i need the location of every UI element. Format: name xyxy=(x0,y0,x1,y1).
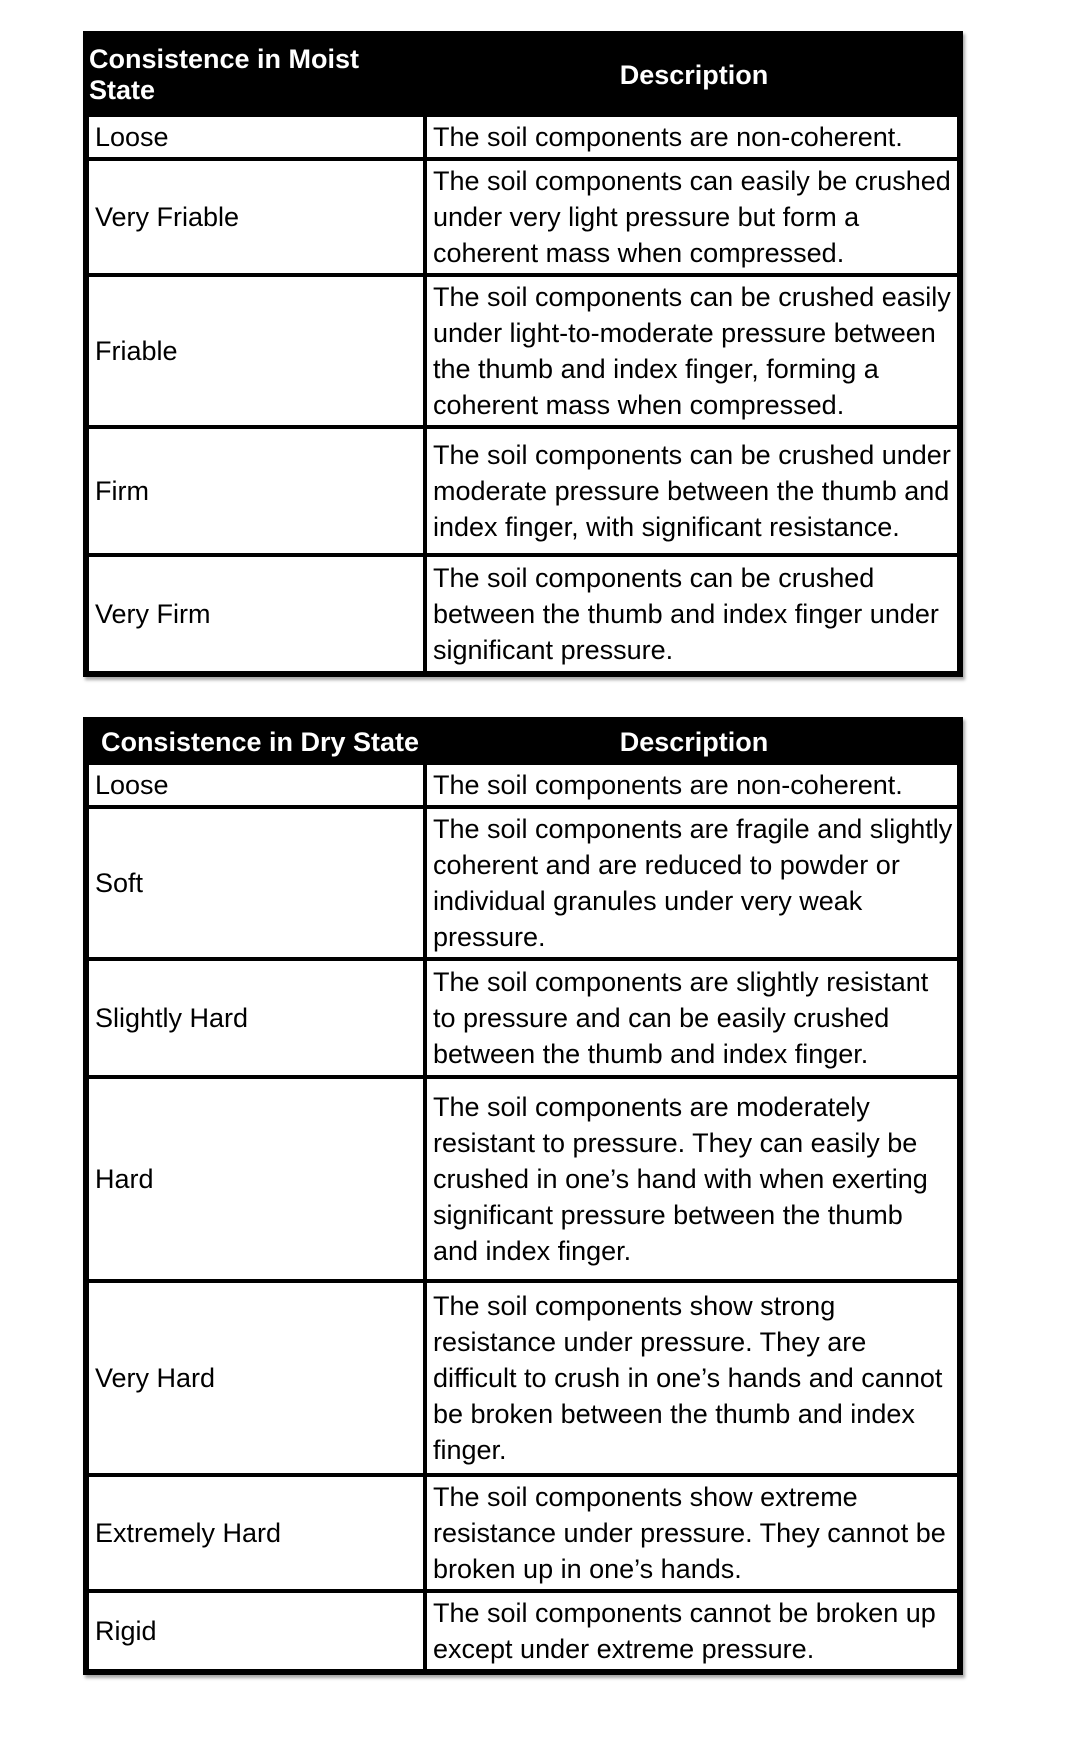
table-row xyxy=(89,1279,957,1473)
table-row xyxy=(89,1473,957,1589)
term-cell: Firm xyxy=(89,429,427,553)
term-column-header: Consistence in Moist State xyxy=(89,44,360,105)
term-cell: Hard xyxy=(89,1079,427,1279)
term-cell: Loose xyxy=(89,765,427,805)
term-cell: Slightly Hard xyxy=(89,961,427,1075)
description-cell: The soil components can be crushed between the thumb and index finger under significant pressure. xyxy=(433,563,939,665)
description-cell: The soil components cannot be broken up except under extreme pressure. xyxy=(433,1598,936,1664)
table-header-row xyxy=(89,723,957,761)
table-row xyxy=(89,1589,957,1669)
description-column-header: Description xyxy=(619,726,769,757)
table-body xyxy=(89,761,957,1669)
description-cell: The soil components are non-coherent. xyxy=(433,122,903,152)
description-cell: The soil components can easily be crushed under very light pressure but form a coherent mass when compressed. xyxy=(433,166,951,268)
term-cell: Loose xyxy=(89,117,427,157)
description-cell: The soil components are non-coherent. xyxy=(433,770,903,800)
table-row xyxy=(89,761,957,805)
description-cell: The soil components show strong resistance under pressure. They are difficult to crush in one’s hands and cannot be broken between the thumb and index finger. xyxy=(433,1291,943,1465)
term-column-header: Consistence in Dry State xyxy=(100,726,420,757)
table-row xyxy=(89,157,957,273)
table-body xyxy=(89,113,957,671)
table-row xyxy=(89,957,957,1075)
table-row xyxy=(89,425,957,553)
description-cell: The soil components are slightly resistant to pressure and can be easily crushed between the thumb and index finger. xyxy=(433,967,929,1069)
term-cell: Rigid xyxy=(89,1593,427,1669)
table-row xyxy=(89,1075,957,1279)
term-cell: Very Firm xyxy=(89,557,427,671)
table-row xyxy=(89,553,957,671)
table-header-row xyxy=(89,37,957,113)
term-cell: Friable xyxy=(89,277,427,425)
term-cell: Very Hard xyxy=(89,1283,427,1473)
term-cell: Extremely Hard xyxy=(89,1477,427,1589)
document-page xyxy=(0,31,1080,1675)
description-cell: The soil components can be crushed easily under light-to-moderate pressure between the thumb and index finger, forming a coherent mass when compressed. xyxy=(433,282,951,420)
description-cell: The soil components can be crushed under moderate pressure between the thumb and index finger, with significant resistance. xyxy=(433,440,951,542)
consistence-dry-state-table xyxy=(83,717,963,1675)
description-cell: The soil components are moderately resistant to pressure. They can easily be crushed in one’s hand with when exerting significant pressure between the thumb and index finger. xyxy=(433,1092,928,1266)
description-column-header: Description xyxy=(619,59,769,90)
table-row xyxy=(89,273,957,425)
table-row xyxy=(89,805,957,957)
term-cell: Very Friable xyxy=(89,161,427,273)
term-cell: Soft xyxy=(89,809,427,957)
description-cell: The soil components are fragile and slightly coherent and are reduced to powder or individual granules under very weak pressure. xyxy=(433,814,953,952)
description-cell: The soil components show extreme resistance under pressure. They cannot be broken up in one’s hands. xyxy=(433,1482,946,1584)
table-row xyxy=(89,113,957,157)
consistence-moist-state-table xyxy=(83,31,963,677)
